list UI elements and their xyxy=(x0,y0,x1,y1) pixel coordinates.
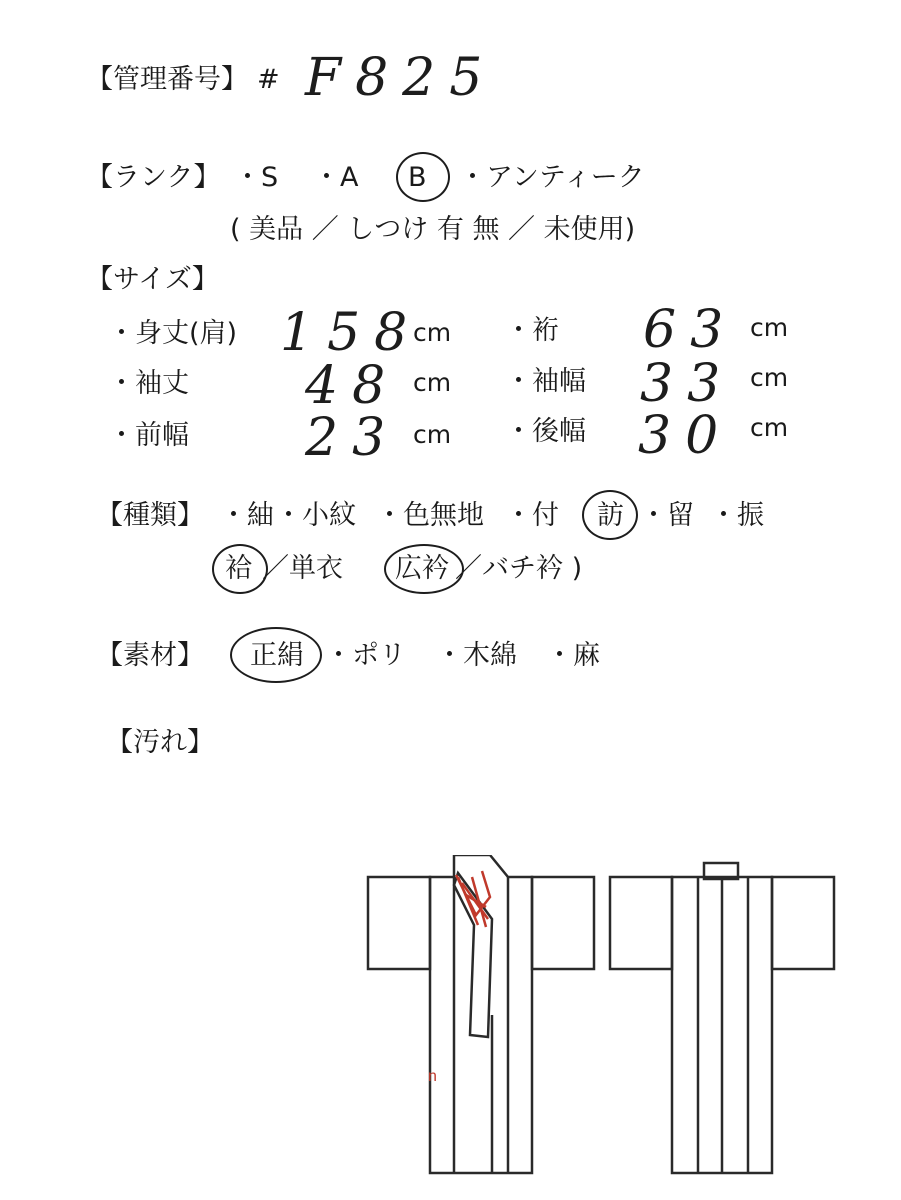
hash-symbol: # xyxy=(257,64,280,95)
rank-label: 【ランク】 xyxy=(86,162,221,193)
size-row-3-right-value: 30 xyxy=(638,406,733,466)
rank-option-a: ・A xyxy=(313,162,359,193)
material-option-asa: ・麻 xyxy=(546,640,600,671)
size-row-2-right-label: ・袖幅 xyxy=(505,366,586,397)
size-row-1-left-unit: cm xyxy=(413,318,452,347)
type-option-iromuji: ・色無地 xyxy=(376,500,484,531)
management-number: F825 xyxy=(305,48,497,108)
size-row-3-left-unit: cm xyxy=(413,420,452,449)
size-label: 【サイズ】 xyxy=(86,264,219,295)
size-row-2-left-unit: cm xyxy=(413,368,452,397)
material-label: 【素材】 xyxy=(96,640,204,671)
size-row-1-left-value: 158 xyxy=(280,303,422,363)
type-option-hiroeri: 広衿 xyxy=(395,553,449,584)
size-row-2-right-unit: cm xyxy=(750,363,789,392)
type-option-tome: ・留 xyxy=(640,500,694,531)
stain-label: 【汚れ】 xyxy=(106,727,214,758)
type-option-bachieri: ／バチ衿 ) xyxy=(455,553,583,584)
type-option-awase: 袷 xyxy=(225,553,252,584)
rank-option-antique: ・アンティーク xyxy=(459,162,645,193)
size-row-2-left-value: 48 xyxy=(305,356,400,416)
type-option-komon: ・小紋 xyxy=(275,500,356,531)
size-row-3-right-label: ・後幅 xyxy=(505,416,586,447)
back-right-sleeve xyxy=(772,877,834,969)
size-row-2-left-label: ・袖丈 xyxy=(108,368,189,399)
type-option-hitoe: ／単衣 xyxy=(262,553,343,584)
rank-option-b: B xyxy=(408,162,427,193)
rank-condition-line: ( 美品 ／ しつけ 有 無 ／ 未使用) xyxy=(230,214,636,245)
material-option-momen: ・木綿 xyxy=(436,640,517,671)
size-row-2-right-value: 33 xyxy=(640,354,735,414)
size-row-1-left-label: ・身丈(肩) xyxy=(108,318,238,349)
size-row-3-left-value: 23 xyxy=(305,408,400,468)
size-row-1-right-value: 63 xyxy=(643,300,738,360)
front-right-sleeve xyxy=(532,877,594,969)
size-row-3-right-unit: cm xyxy=(750,413,789,442)
stain-mark: n xyxy=(428,1068,437,1085)
material-option-shoken: 正絹 xyxy=(250,640,304,671)
type-option-furi: ・振 xyxy=(710,500,764,531)
front-left-sleeve xyxy=(368,877,430,969)
management-label: 【管理番号】 xyxy=(86,64,248,95)
type-option-homon: 訪 xyxy=(597,500,624,531)
rank-option-s: ・S xyxy=(234,162,279,193)
size-row-3-left-label: ・前幅 xyxy=(108,420,189,451)
type-option-tsuke: ・付 xyxy=(505,500,559,531)
type-option-tsumugi: ・紬 xyxy=(220,500,274,531)
kimono-back-view xyxy=(610,863,834,1173)
back-left-sleeve xyxy=(610,877,672,969)
size-row-1-right-unit: cm xyxy=(750,313,789,342)
size-row-1-right-label: ・裄 xyxy=(505,315,559,346)
kimono-diagram xyxy=(362,855,837,1180)
type-label: 【種類】 xyxy=(96,500,204,531)
material-option-poly: ・ポリ xyxy=(325,640,406,671)
